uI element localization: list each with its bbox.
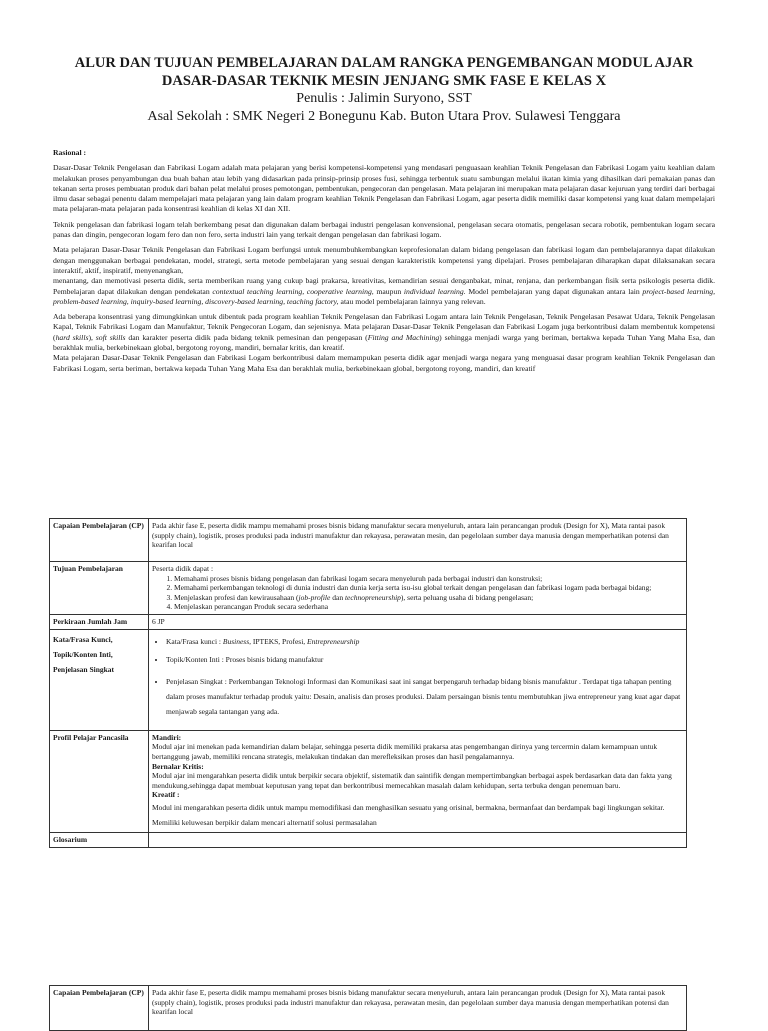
school-line: Asal Sekolah : SMK Negeri 2 Bonegunu Kab. Buton Utara Prov. Sulawesi Tenggara [147,109,621,124]
rasional-paragraph-2: Teknik pengelasan dan fabrikasi logam telah berkembang pesat dan digunakan dalam berbagai industri pengelasan konvensional, pengelasan secara otomatis, pengelasan secara robotik, pembentukan logam secara panas dan dingin, pengecoran logam fero dan non fero, serta industri lain yang terkait dengan pengelasan dan fabrikasi logam. [53,219,715,240]
jam-label: Perkiraan Jumlah Jam [50,614,149,629]
cp-text: Pada akhir fase E, peserta didik mampu memahami proses bisnis bidang manufaktur secara menyeluruh, antara lain perancangan produk (Design for X), Mata rantai pasok (supply chain), logistik, proses produksi pada industri manufaktur dan rekayasa, perawatan mesin, dan pegelolaan sumber daya manusia dengan memperhatikan potensi dan kearifan local [149,519,687,562]
text-run: ), [88,332,93,342]
italic-term: Entrepreneurship [307,636,360,646]
text-run: Mata pelajaran Dasar-Dasar Teknik Pengelasan dan Fabrikasi Logam berfungsi untuk menumbuhkembangkan keprofesionalan dalam bidang pengelasan dan fabrikasi logam dan pembelajarannya dapat dilakukan dengan menggunakan berbagai pendekatan, model, strategi, serta metode pembelajaran yang sesuai dengan karakteristik kompetensi yang dipelajari. Proses pembelajaran diharapkan dapat dilaksanakan secara interaktif, aktif, inspiratif, menyenangkan, [53,245,715,275]
text-run: maupun [376,286,402,296]
italic-term: individual learning. [403,286,466,296]
rasional-heading: Rasional : [53,148,87,157]
kata-cell [149,629,687,730]
nalar-heading: Bernalar Kritis: [152,761,204,771]
tp-intro: Peserta didik dapat : [152,564,214,573]
cp-text: Pada akhir fase E, peserta didik mampu memahami proses bisnis bidang manufaktur secara menyeluruh, antara lain perancangan produk (Design for X), Mata rantai pasok (supply chain), logistik, proses produksi pada industri manufaktur dan rekayasa, perawatan mesin, dan pegelolaan sumber daya manusia dengan memperhatikan potensi dan kearifan local [149,986,687,1031]
italic-term: Fitting and Machining [367,332,440,342]
table-row [50,562,687,615]
glosarium-value [149,832,687,847]
text-run: dan karakter peserta didik pada bidang teknik pemesinan dan pengepasan ( [128,332,368,342]
italic-term: hard skills [55,332,89,342]
italic-term: project-based learning, problem-based learning, inquiry-based learning, discovery-based learning, teaching factory, [53,286,716,306]
profil-label: Profil Pelajar Pancasila [50,730,149,832]
jam-value: 6 JP [149,614,687,629]
text-run: menantang, dan memotivasi peserta didik, serta memberikan ruang yang cukup bagi prakarsa, kreativitas, kemandirian sesuai denganbakat, minat, renjana, dan perkembangan fisik serta psikologis peserta didik. Pembelajaran dapat dilakukan dengan pendekatan [53,276,715,296]
italic-term: soft skills [95,332,126,342]
profil-cell [149,730,687,832]
rasional-paragraph-4 [53,312,715,374]
list-item: • Topik/Konten Inti : Proses bisnis bidang manufaktur [166,655,683,665]
kata-list [152,637,683,719]
tp-list [152,574,683,612]
text-run: Menjelaskan profesi dan kewirausahaan ( [174,592,299,602]
table-row [50,730,687,832]
text-run: Mata pelajaran Dasar-Dasar Teknik Pengelasan dan Fabrikasi Logam berkontribusi dalam memampukan peserta didik agar menjadi warga negara yang menguasai dasar program keahlian Teknik Pengelasan dan Fabrikasi Logam, serta beriman, bertakwa kepada Tuhan Yang Maha Esa dan berakhlak mulia, berkebinekaan global, bergotong royong, mandiri, dan kreatif [53,353,715,373]
rasional-section [53,148,715,379]
text-run: ) sehingga menjadi warga yang beriman, bertakwa kepada Tuhan Yang Maha Esa, dan berakhlak mulia, berkebinekaan global, bergotong royong, mandiri, bernalar kritis, dan kreatif. [53,332,716,353]
cp-label: Capaian Pembelajaran (CP) [50,519,149,562]
learning-table-1 [49,518,687,848]
italic-term: contextual teaching learning, cooperative learning, [212,286,374,296]
table-row [50,832,687,847]
text-run: Model pembelajaran yang dapat digunakan antara lain [468,286,640,296]
text-run: atau model pembelajaran lainnya yang relevan. [340,296,486,306]
italic-term: technopreneurship [344,592,401,602]
list-item [166,637,683,647]
list-item [174,593,683,603]
nalar-text: Modul ajar ini mengarahkan peserta didik untuk berpikir secara objektif, sistematik dan saintifik dengan mempertimbangkan berbagai aspek berdasarkan data dan fakta yang mendukung,sehingga dapat membuat keputusan yang tepat dan berkontribusi memecahkan masalah dalam kehidupan, serta terbuka dengan penemuan baru. [152,771,672,790]
list-item: 1. Memahami proses bisnis bidang pengelasan dan fabrikasi logam secara menyeluruh pada berbagai industri dan konstruksi; [174,574,683,584]
document-title-line2: DASAR-DASAR TEKNIK MESIN JENJANG SMK FASE E KELAS X [161,73,607,89]
list-item: 2. Memahami perkembangan teknologi di dunia industri dan dunia kerja serta isu-isu global terkait dengan pengelasan dan fabrikasi logam pada berbagai bidang; [174,583,683,593]
author-line: Penulis : Jalimin Suryono, SST [296,91,472,106]
italic-term: Business, [222,636,251,646]
document-title-line1: ALUR DAN TUJUAN PEMBELAJARAN DALAM RANGKA PENGEMBANGAN MODUL AJAR [74,55,694,71]
cp-label: Capaian Pembelajaran (CP) [50,986,149,1031]
table-row [50,629,687,730]
rasional-paragraph-1: Dasar-Dasar Teknik Pengelasan dan Fabrikasi Logam adalah mata pelajaran yang berisi kompetensi-kompetensi yang mendasari penguasaan keahlian Teknik Pengelasan dan Fabrikasi Logam yaitu keahlian dalam melakukan proses penyambungan dua buah bahan atau lebih yang didasarkan pada prinsip-prinsip proses fusi, sehingga terbentuk suatu sambungan melalui ikatan kimia yang dihasilkan dari pemakaian panas dan tekanan serta proses pembuatan produk dari bahan pelat melalui proses pemotongan, pembentukan, pengecoran dan pengelasan. Mata pelajaran ini merupakan mata pelajaran dasar kejuruan yang terdiri dari berbagai ilmu dasar sebagai penentu dalam mempelajari mata pelajaran yang lain dalam program keahlian Teknik Pengelasan dan Fabrikasi Logam, agar peserta didik memiliki dasar kompetensi yang kuat dalam mempelajari mata pelajaran-mata pelajaran pada konsentrasi keahlian di kelas XI dan XII. [53,163,715,214]
text-run: Ada beberapa konsentrasi yang dimungkinkan untuk dibentuk pada program keahlian Teknik Pengelasan dan Fabrikasi Logam antara lain Teknik Pengelasan, Teknik Pengelasan Pesawat Udara, Teknik Pengelasan Kapal, Teknik Fabrikasi Logam dan Manufaktur, Teknik Pengecoran Logam, dan sejenisnya. Mata pelajaran Dasar-Dasar Teknik Pengelasan dan Fabrikasi Logam juga berkontribusi dalam membentuk kompetensi ( [53,312,715,342]
kata-label: Kata/Frasa Kunci, Topik/Konten Inti, Penjelasan Singkat [50,629,149,730]
mandiri-text: Modul ajar ini menekan pada kemandirian dalam belajar, sehingga peserta didik memiliki prakarsa atas pengembangan dirinya yang tercermin dalam kemampuan untuk bertanggung jawab, memiliki rencana strategis, melakukan tindakan dan merefleksikan proses dan hasil pengalamannya. [152,742,658,761]
italic-term: job-profile [298,592,331,602]
tp-label: Tujuan Pembelajaran [50,562,149,615]
text-run: IPTEKS, Profesi, [252,636,306,646]
glosarium-label: Glosarium [50,832,149,847]
learning-table-2 [49,985,687,1031]
text-run: ), serta peluang usaha di bidang pengelasan; [400,592,534,602]
kreatif-text: Modul ini mengarahkan peserta didik untuk mampu memodifikasi dan menghasilkan sesuatu yang orisinal, bermakna, bermanfaat dan berdampak bagi lingkungan sekitar. Memiliki keluwesan berpikir dalam mencari alternatif solusi permasalahan [152,802,665,827]
mandiri-heading: Mandiri: [152,732,182,742]
table-row [50,614,687,629]
text-run: Kata/Frasa kunci : [166,636,221,646]
list-item: 4. Menjelaskan perancangan Produk secara sederhana [174,602,683,612]
table-row [50,519,687,562]
list-item: • Penjelasan Singkat : Perkembangan Teknologi Informasi dan Komunikasi saat ini sangat berpengaruh terhadap bidang bisnis manufaktur . Terdapat tiga tahapan penting dalam proses manufaktur terhadap produk yaitu: Desain, analisis dan proses produksi. Dalam persaingan bisnis tentu membutuhkan jiwa entrepreneur yang kuat agar dapat menjawab segala tantangan yang ada. [166,674,683,719]
tp-cell [149,562,687,615]
kreatif-heading: Kreatif : [152,790,180,800]
rasional-paragraph-3 [53,245,715,307]
text-run: dan [332,592,344,602]
